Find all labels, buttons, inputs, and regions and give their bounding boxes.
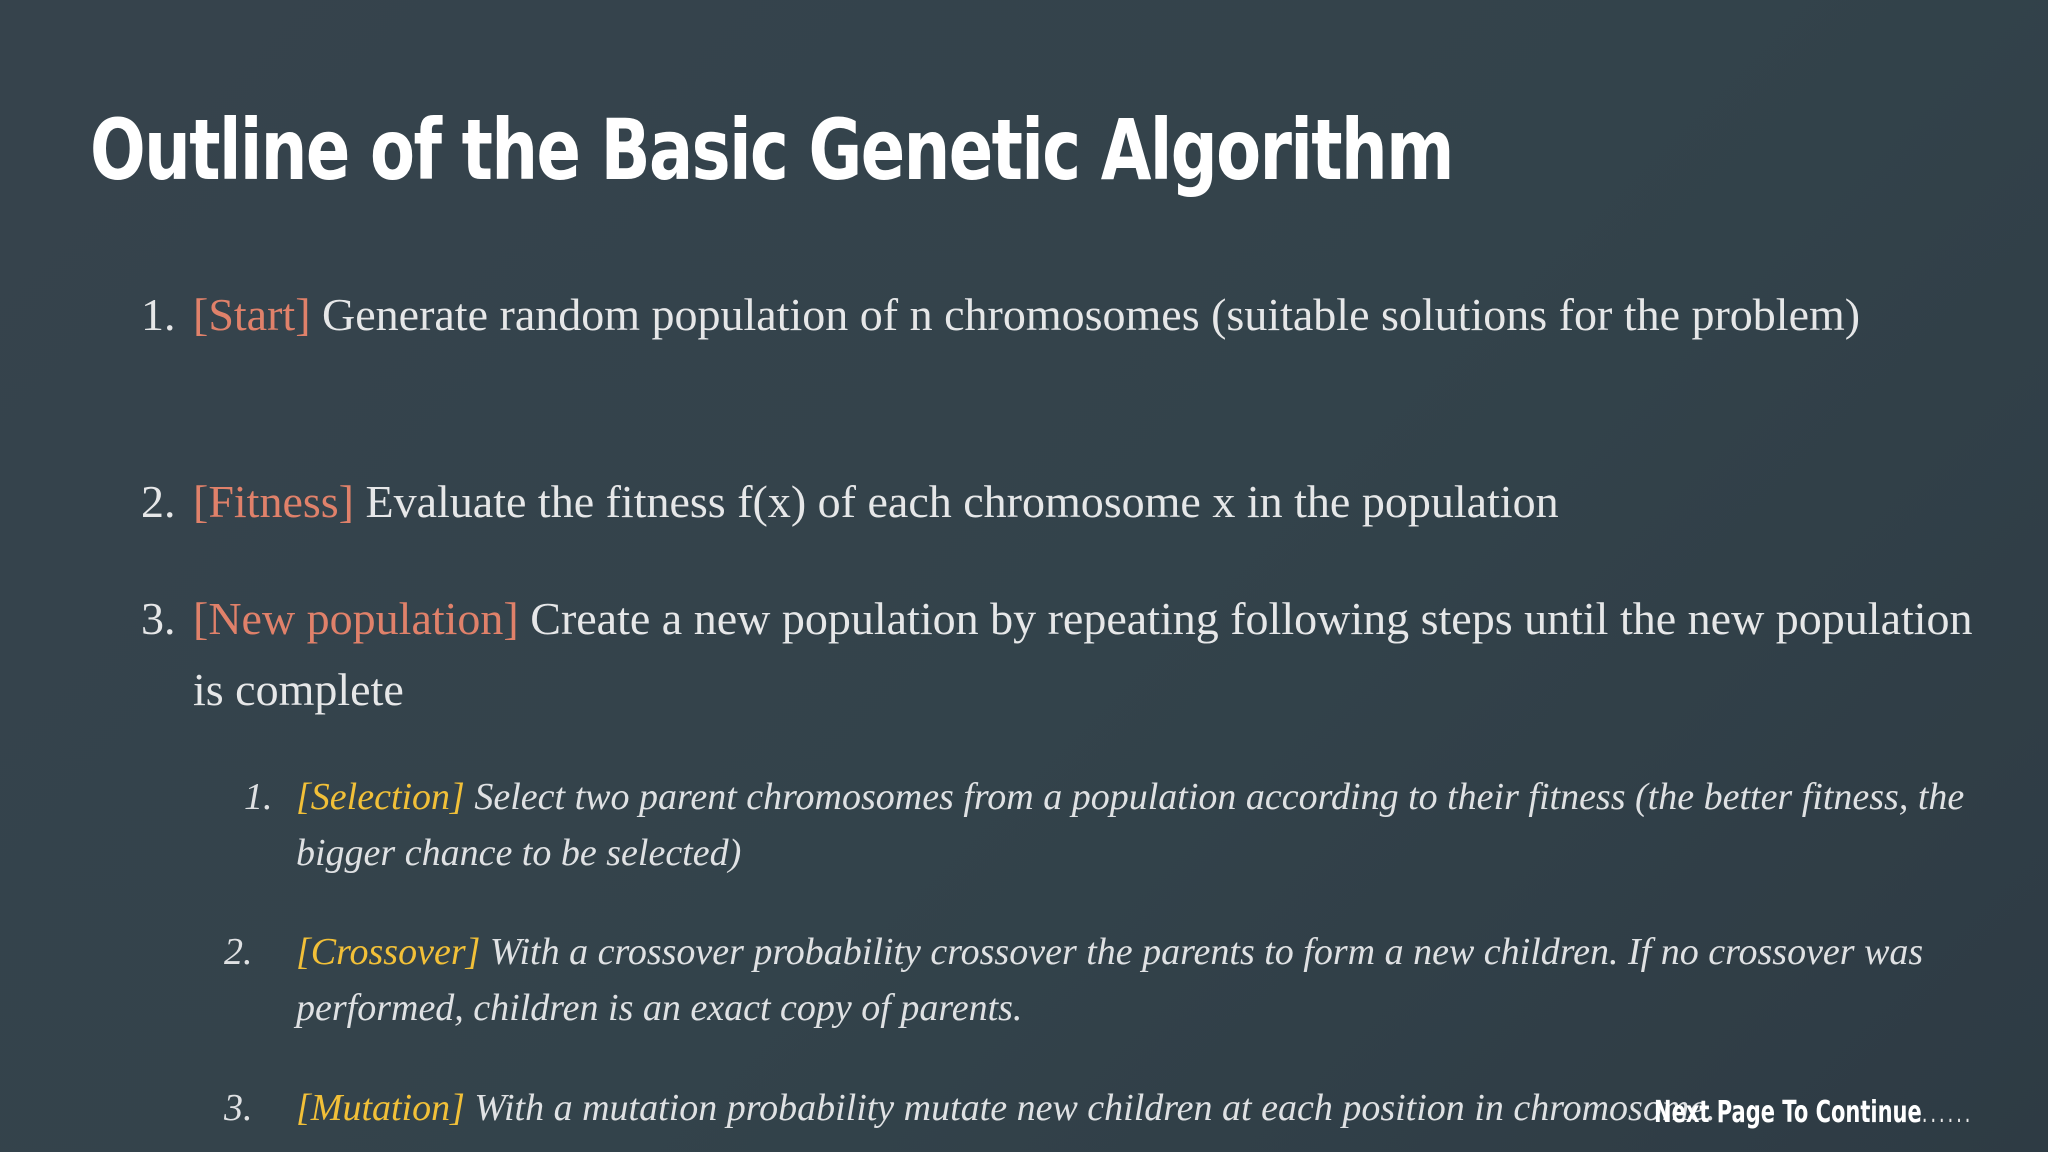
step-tag: [Start] xyxy=(193,289,311,340)
step-new-population xyxy=(141,583,2003,725)
substep-description: Select two parent chromosomes from a population according to their fitness (the better fitness, the bigger chance to be selected) xyxy=(296,776,1965,874)
step-start xyxy=(141,279,2003,350)
substep-description: With a mutation probability mutate new children at each position in chromosome. xyxy=(464,1087,1716,1129)
step-text xyxy=(193,583,2003,725)
step-description: Evaluate the fitness f(x) of each chromosome x in the population xyxy=(354,476,1559,527)
step-number: 1. xyxy=(141,289,176,340)
substep-number: 1. xyxy=(244,776,273,818)
substep-description: With a crossover probability crossover the parents to form a new children. If no crossover was performed, children is an exact copy of parents. xyxy=(296,931,1924,1029)
step-tag: [Fitness] xyxy=(193,476,354,527)
step-description: Create a new population by repeating following steps until the new population is complete xyxy=(193,593,1973,715)
substep-number: 2. xyxy=(224,931,253,973)
step-number: 2. xyxy=(141,476,176,527)
substep-tag: [Mutation] xyxy=(296,1087,465,1129)
substep-text xyxy=(296,769,2016,881)
substep-tag: [Selection] xyxy=(296,776,465,818)
next-page-label: Next Page To Continue xyxy=(1654,1095,1922,1130)
substep-text xyxy=(296,924,2016,1036)
substep-selection xyxy=(244,769,2016,881)
next-page-dots: ...... xyxy=(1921,1099,1974,1129)
substep-number: 3. xyxy=(224,1087,253,1129)
step-text xyxy=(193,279,2003,350)
step-fitness xyxy=(141,466,2003,537)
slide-title: Outline of the Basic Genetic Algorithm xyxy=(90,101,1453,199)
step-number: 3. xyxy=(141,593,176,644)
step-tag: [New population] xyxy=(193,593,519,644)
step-description: Generate random population of n chromosomes (suitable solutions for the problem) xyxy=(310,289,1861,340)
substep-crossover xyxy=(224,924,2016,1036)
substep-tag: [Crossover] xyxy=(296,931,481,973)
next-page-hint xyxy=(1654,1095,1974,1130)
step-text xyxy=(193,466,2003,537)
